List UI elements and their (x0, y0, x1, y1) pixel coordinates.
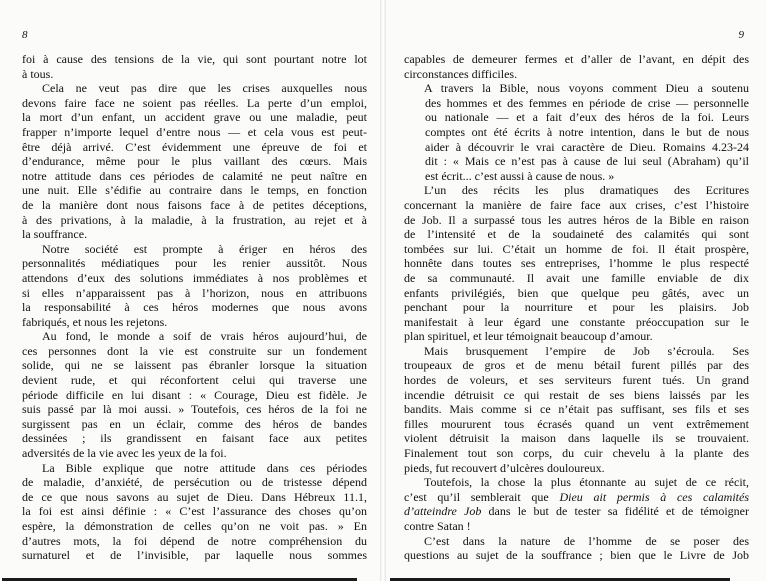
text-line: aider à découvrir le vrai caractère de Dieu. Romains 4.23-24 (425, 139, 749, 154)
text-line: de sa communauté. Il avait une famille enviable de dix (404, 270, 749, 285)
text-line: ces personnes dont la vie est construite sur un fondement (22, 343, 367, 358)
text-line: Au fond, le monde a soif de vrais héros aujourd’hui, de (42, 329, 367, 344)
text-line: circonstances difficiles. (404, 66, 518, 81)
text-line: devons faire face ne soient pas réelles. La perte d’un emploi, (22, 95, 367, 110)
text-line: d’atteindre Job dans le but de tester sa fidélité et de témoigner (404, 504, 749, 519)
text-line: Mais brusquement l’empire de Job s’écroula. Ses (424, 343, 749, 358)
text-line: L’un des récits les plus dramatiques des Ecritures (424, 183, 749, 198)
text-line: de l’intensité et de la soudaineté des calamités qui sont (404, 227, 749, 242)
text-line: comptes ont été écrits à notre intention, dans le but de nous (425, 124, 749, 139)
text-line: incendie détruisit ce qui restait de ses biens laissés par les (404, 387, 749, 402)
page-number: 9 (738, 29, 744, 41)
text-line: Finalement tout son corps, du cuir chevelu à la plante des (404, 446, 749, 461)
text-line: C’est dans la nature de l’homme de se poser des (424, 533, 749, 548)
text-line: foi à cause des tensions de la vie, qui sont pourtant notre lot (22, 52, 367, 66)
text-line: à des privations, à la maladie, à la frustration, au rejet et à (22, 212, 367, 227)
left-page (0, 0, 380, 581)
text-line: Cela ne veut pas dire que les crises auxquelles nous (42, 81, 367, 96)
page-number: 8 (22, 29, 28, 41)
text-line: fabriqués, et nous les rejetons. (22, 314, 168, 329)
text-line: filles moururent tous écrasés quand un vent extrêmement (404, 416, 749, 431)
text-line: contre Satan ! (404, 519, 471, 533)
text-line: penchant pour la nourriture et pour les plaisirs. Job (404, 300, 749, 315)
text-line: espère, la démonstration de celles qu’on ne voit pas. » En (22, 519, 367, 533)
text-line: personnalités médiatiques pour les renier aussitôt. Nous (22, 256, 367, 271)
text-line: de maladie, d’anxiété, de persécution ou de tristesse dépend (22, 475, 367, 490)
text-line: de ce que nous savons au sujet de Dieu. Dans Hébreux 11.1, (22, 489, 367, 504)
text-line: surnaturel et de l’invisible, par laquelle nous sommes (22, 548, 367, 563)
text-line: de la manière dont nous faisons face à de petites déceptions, (22, 197, 367, 212)
text-line: c’est qu’il semblerait que Dieu ait permis à ces calamités (404, 489, 749, 504)
text-line: une nuit. Elle s’édifie au contraire dans le temps, en fonction (22, 183, 367, 198)
text-line: bandits. Mais comme si ce n’était pas suffisant, ses fils et ses (404, 402, 749, 417)
text-line: est écrit... c’est aussi à cause de nous. » (425, 168, 615, 183)
text-line: adversités de la vie avec les yeux de la foi. (22, 446, 227, 461)
text-line: suis passé par là moi aussi. » Toutefois, ces héros de la foi ne (22, 402, 367, 417)
text-line: être déjà arrivé. C’est évidemment une épreuve de foi et (22, 139, 367, 154)
text-line: dit : « Mais ce n’est pas à cause de lui seul (Abraham) qu’il (425, 154, 749, 169)
text-line: honnête dans toutes ses entreprises, l’homme le plus respecté (404, 256, 749, 271)
text-line: Notre société est prompte à ériger en héros des (42, 241, 367, 256)
text-line: d’autres mots, la foi dépend de notre compréhension du (22, 533, 367, 548)
text-line: solide, qui ne se laissent pas ébranler lorsque la situation (22, 358, 367, 373)
text-line: des hommes et des femmes en période de crise — personnelle (425, 95, 749, 110)
text-line: violent détruisit la maison dans laquelle ils se trouvaient. (404, 431, 749, 446)
right-page (386, 0, 766, 581)
text-line: à tous. (22, 66, 54, 81)
text-line: la responsabilité à ces héros modernes que nous avons (22, 300, 367, 315)
text-line: notre attitude dans ces périodes de calamité ne peut naître en (22, 168, 367, 183)
text-line: frapper n’importe lequel d’entre nous — et cela vous est peut- (22, 124, 367, 139)
text-line: la foi est ainsi définie : « C’est l’assurance des choses qu’on (22, 504, 367, 519)
text-line: troupeaux de gros et de menu bétail furent pillés par des (404, 358, 749, 373)
text-line: La Bible explique que notre attitude dans ces périodes (42, 460, 367, 475)
text-line: période difficile en lui disant : « Courage, Dieu est fidèle. Je (22, 387, 367, 402)
page-body-text (404, 52, 749, 563)
page-body-text (22, 52, 367, 563)
text-line: capables de demeurer fermes et d’aller de l’avant, en dépit des (404, 52, 749, 66)
text-line: de Job. Il a surpassé tous les autres héros de la Bible en raison (404, 212, 749, 227)
text-line: questions au sujet de la souffrance ; bien que le Livre de Job (404, 548, 749, 563)
text-line: A travers la Bible, nous voyons comment Dieu a soutenu (424, 81, 749, 96)
text-line: d’endurance, même pour le plus vaillant des cœurs. Mais (22, 154, 367, 169)
text-line: la souffrance. (22, 227, 88, 242)
text-line: pieds, fut recouvert d’ulcères douloureux. (404, 460, 605, 475)
text-line: devient rude, et qui réconfortent celui qui traverse une (22, 373, 367, 388)
text-line: hordes de voleurs, et ses serviteurs furent tués. Un grand (404, 373, 749, 388)
text-line: manifestait à leur égard une constante préoccupation sur le (404, 314, 749, 329)
text-line: la mort d’un enfant, un accident grave ou une maladie, peut (22, 110, 367, 125)
text-line: tombées sur lui. C’était un homme de foi. Il était prospère, (404, 241, 749, 256)
text-line: surgissent pas en un éclair, comme des héros de bandes (22, 416, 367, 431)
text-line: attendons d’eux des solutions immédiates à nos problèmes et (22, 270, 367, 285)
text-line: si elles n’apparaissent pas à l’horizon, nous en attribuons (22, 285, 367, 300)
text-line: enfants privilégiés, bien que quelque peu gâtés, avec un (404, 285, 749, 300)
text-line: dessinées ; ils grandissent en faisant face aux petites (22, 431, 367, 446)
text-line: Toutefois, la chose la plus étonnante au sujet de ce récit, (424, 475, 749, 490)
text-line: plan spirituel, et leur témoignait beaucoup d’amour. (404, 329, 653, 344)
text-line: concernant la manière de faire face aux crises, c’est l’histoire (404, 197, 749, 212)
text-line: ou nationale — et a fait d’eux des héros de la foi. Leurs (425, 110, 749, 125)
